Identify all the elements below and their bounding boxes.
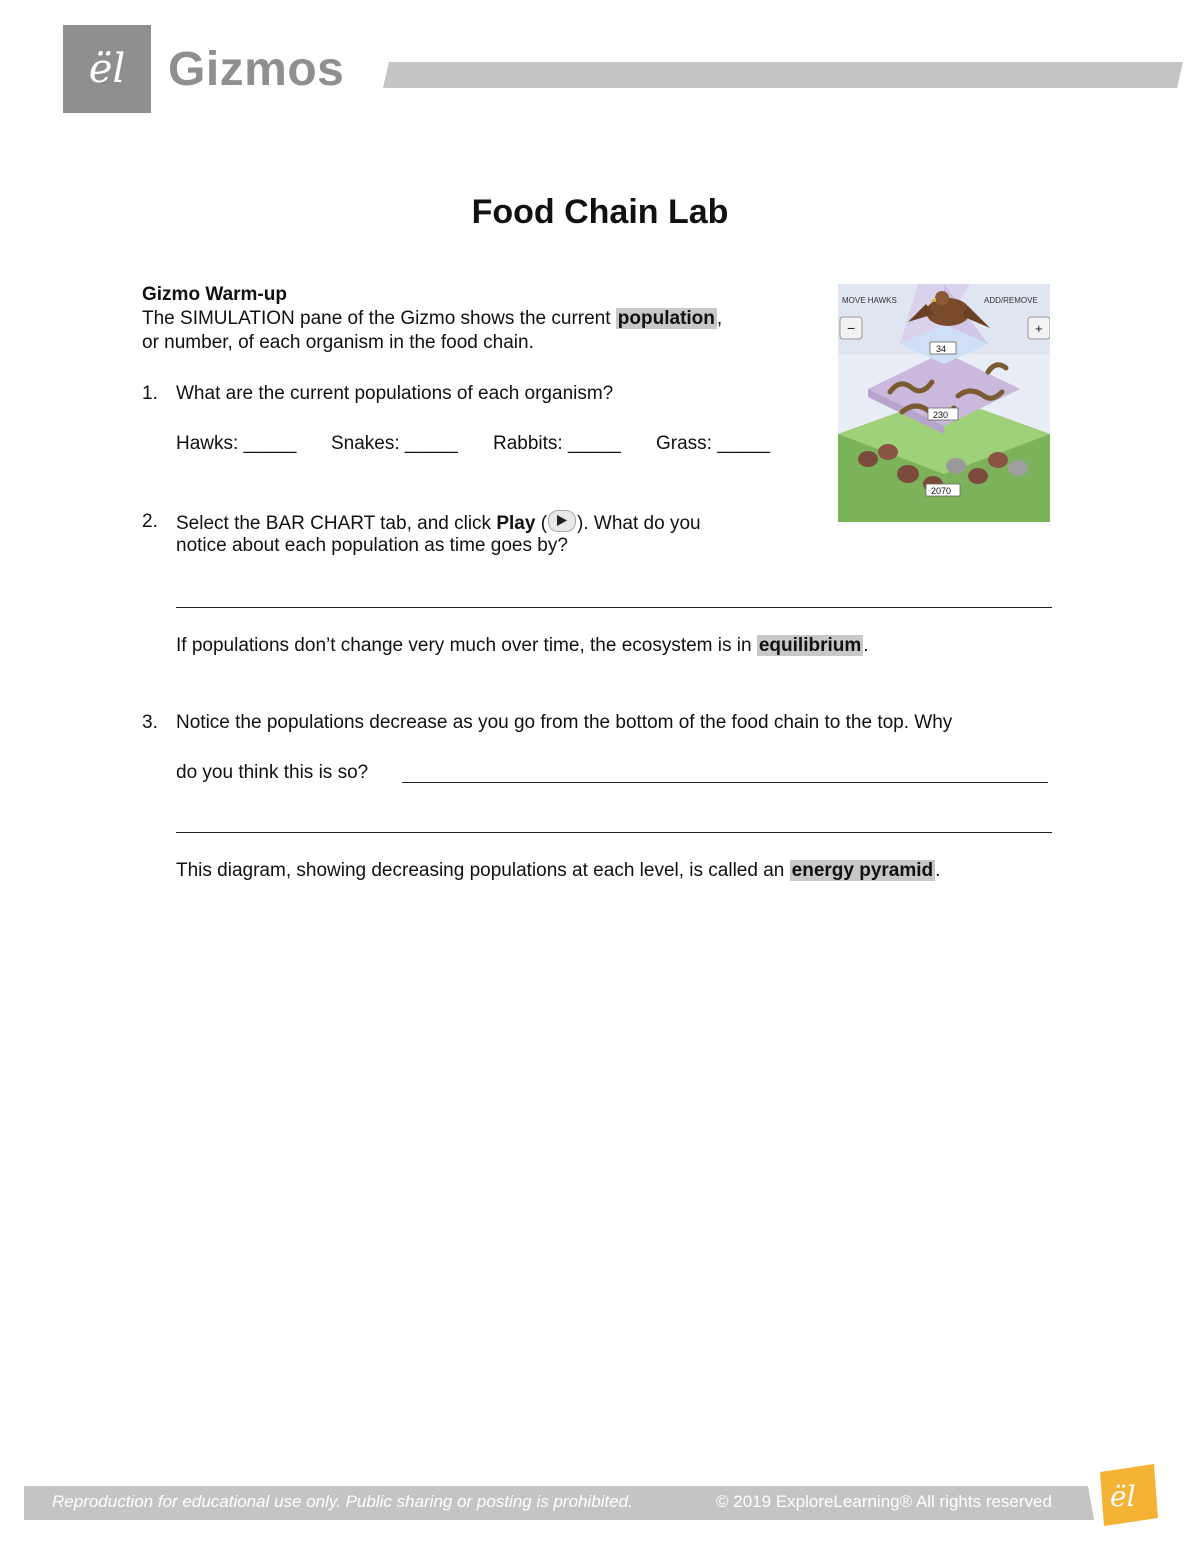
q2-line2: notice about each population as time goes by? <box>176 535 568 556</box>
q2-line1 <box>176 510 701 536</box>
header-bar <box>383 62 1183 88</box>
q3-answer-line-2 <box>176 832 1052 833</box>
pyr-snake-count: 230 <box>933 410 949 420</box>
explorelearning-logo <box>1094 1462 1160 1528</box>
warmup-intro-line2: or number, of each organism in the food chain. <box>142 332 534 353</box>
q2-note-period: . <box>863 635 869 656</box>
q3-answer-line-1 <box>402 782 1048 783</box>
q1-question: What are the current populations of each organism? <box>176 383 614 404</box>
pyr-plus-glyph: + <box>1035 321 1043 336</box>
page-title: Food Chain Lab <box>471 193 729 231</box>
play-label: Play <box>496 513 536 534</box>
q3-note-text: This diagram, showing decreasing populations at each level, is called an <box>176 860 790 881</box>
q1-rabbits-answer: Rabbits: _____ <box>493 433 621 454</box>
q2-text-end: ). What do you <box>577 513 701 534</box>
highlight-population: population <box>617 308 715 329</box>
q2-number: 2. <box>142 511 158 532</box>
intro-comma: , <box>716 308 723 329</box>
highlight-equilibrium: equilibrium <box>758 635 862 656</box>
pyr-minus-glyph: − <box>847 320 856 336</box>
pyr-label-move: MOVE HAWKS <box>842 296 897 305</box>
pyr-hawk-count: 34 <box>936 344 947 354</box>
play-icon <box>548 510 576 532</box>
q1-grass-answer: Grass: _____ <box>656 433 771 454</box>
brand-name: Gizmos <box>168 43 345 96</box>
pyr-label-add: ADD/REMOVE <box>984 296 1038 305</box>
footer-logo-mark: ël <box>1110 1480 1136 1513</box>
q3-number: 3. <box>142 712 158 733</box>
q3-note <box>176 859 940 883</box>
energy-pyramid-image <box>838 284 1050 522</box>
gizmos-logo <box>63 25 151 113</box>
q3-note-period: . <box>935 860 941 881</box>
highlight-energy-pyramid: energy pyramid <box>791 860 934 881</box>
q2-text: Select the BAR CHART tab, and click <box>176 513 497 534</box>
q2-answer-line <box>176 607 1052 608</box>
q2-paren: ( <box>535 513 548 534</box>
warmup-heading: Gizmo Warm-up <box>142 284 287 305</box>
q1-number: 1. <box>142 383 158 404</box>
warmup-intro-line1 <box>142 307 722 331</box>
footer-copyright: © 2019 ExploreLearning® All rights reserved <box>716 1492 1052 1511</box>
logo-mark: ël <box>88 46 126 92</box>
intro-text: The SIMULATION pane of the Gizmo shows the current <box>142 308 616 329</box>
q1-hawks-answer: Hawks: _____ <box>176 433 297 454</box>
q1-snakes-answer: Snakes: _____ <box>331 433 458 454</box>
pyr-rabbit-count: 2070 <box>931 486 952 496</box>
footer-disclaimer: Reproduction for educational use only. Public sharing or posting is prohibited. <box>52 1492 633 1511</box>
q3-line1: Notice the populations decrease as you go from the bottom of the food chain to the top. Why <box>176 712 953 733</box>
q2-note <box>176 634 869 658</box>
q2-note-text: If populations don’t change very much over time, the ecosystem is in <box>176 635 757 656</box>
q3-line2: do you think this is so? <box>176 762 369 783</box>
